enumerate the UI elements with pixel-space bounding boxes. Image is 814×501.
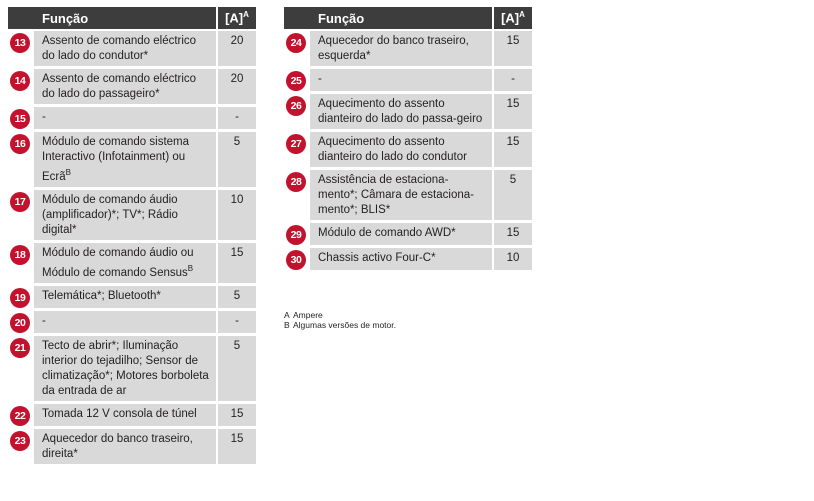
fuse-number-cell: [8, 69, 34, 107]
fuse-function: [34, 69, 216, 107]
fuse-function-text: Módulo de comando áudio ou Módulo de comando Sensus: [42, 246, 194, 279]
fuse-number-badge: 29: [286, 225, 306, 245]
fuse-number-cell: [8, 190, 34, 243]
fuse-amperage: 5: [216, 286, 256, 311]
amp-footnote-mark: A: [243, 10, 249, 20]
fuse-number-cell: [284, 132, 310, 170]
fuse-function: [310, 170, 492, 223]
fuse-amperage: 20: [216, 31, 256, 69]
table-header: [8, 7, 256, 31]
fuse-amperage: 5: [216, 336, 256, 404]
fuse-number-cell: [284, 69, 310, 94]
fuse-function: [310, 69, 492, 94]
fuse-rows-left: [8, 31, 256, 467]
fuse-number-badge: 24: [286, 33, 306, 53]
fuse-amperage: 5: [216, 132, 256, 190]
fuse-function-text: Chassis activo Four-C*: [318, 252, 436, 264]
header-function: Função: [310, 7, 492, 31]
fuse-row-19: [8, 286, 256, 311]
fuse-number-cell: [8, 311, 34, 336]
footnote-mark: B: [284, 320, 290, 330]
fuse-amperage: -: [492, 69, 532, 94]
fuse-number-badge: 17: [10, 192, 30, 212]
amp-label: [A]: [501, 10, 520, 26]
fuse-number-cell: [284, 248, 310, 273]
fuse-row-21: [8, 336, 256, 404]
fuse-rows-right: [284, 31, 532, 273]
fuse-row-23: [8, 429, 256, 467]
fuse-row-14: [8, 69, 256, 107]
fuse-number-badge: 28: [286, 172, 306, 192]
fuse-amperage: -: [216, 311, 256, 336]
fuse-function: [34, 429, 216, 467]
footnote-ref: B: [65, 168, 71, 177]
fuse-function: [34, 31, 216, 69]
fuse-number-cell: [284, 170, 310, 223]
fuse-number-badge: 16: [10, 134, 30, 154]
fuse-function-text: Módulo de comando áudio (amplificador)*; TV*; Rádio digital*: [42, 193, 178, 236]
fuse-function-text: Módulo de comando AWD*: [318, 227, 456, 239]
fuse-number-badge: 20: [10, 313, 30, 333]
header-function: Função: [34, 7, 216, 31]
fuse-amperage: 5: [492, 170, 532, 223]
fuse-function-text: -: [42, 314, 46, 327]
fuse-amperage: 20: [216, 69, 256, 107]
fuse-function: [34, 107, 216, 132]
fuse-amperage: 15: [492, 132, 532, 170]
fuse-function: [34, 243, 216, 286]
fuse-number-badge: 14: [10, 71, 30, 91]
fuse-row-16: [8, 132, 256, 190]
fuse-function-text: Aquecimento do assento dianteiro do lado do condutor: [318, 136, 467, 163]
footnote: [284, 310, 396, 320]
fuse-amperage: 10: [492, 248, 532, 273]
fuse-row-26: [284, 94, 532, 132]
fuse-row-22: [8, 404, 256, 429]
fuse-function-text: -: [318, 73, 322, 85]
fuse-row-30: [284, 248, 532, 273]
header-amp: [216, 7, 256, 31]
header-num-cell: [284, 7, 310, 31]
fuse-function-text: Aquecedor do banco traseiro, esquerda*: [318, 35, 469, 62]
fuse-function-text: Assento de comando eléctrico do lado do condutor*: [42, 35, 197, 62]
fuse-row-17: [8, 190, 256, 243]
fuse-function-text: Aquecimento do assento dianteiro do lado do passa-geiro: [318, 98, 483, 125]
fuse-number-cell: [284, 94, 310, 132]
footnote-text: Algumas versões de motor.: [293, 320, 396, 330]
fuse-number-badge: 21: [10, 338, 30, 358]
fuse-function: [34, 336, 216, 404]
fuse-function-text: Tomada 12 V consola de túnel: [42, 407, 197, 420]
fuse-amperage: 15: [216, 404, 256, 429]
fuse-number-badge: 27: [286, 134, 306, 154]
fuse-row-27: [284, 132, 532, 170]
fuse-function-text: Assento de comando eléctrico do lado do passageiro*: [42, 73, 197, 100]
fuse-number-badge: 30: [286, 250, 306, 270]
fuse-function: [34, 132, 216, 190]
fuse-function: [34, 311, 216, 336]
footnote-mark: A: [284, 310, 290, 320]
fuse-number-badge: 13: [10, 33, 30, 53]
fuse-function-text: Aquecedor do banco traseiro, direita*: [42, 432, 193, 460]
fuse-amperage: -: [216, 107, 256, 132]
fuse-number-badge: 22: [10, 406, 30, 426]
fuse-number-cell: [8, 31, 34, 69]
fuse-function: [34, 404, 216, 429]
table-header: [284, 7, 532, 31]
fuse-amperage: 15: [216, 429, 256, 467]
fuse-amperage: 15: [492, 223, 532, 248]
fuse-function-text: Tecto de abrir*; Iluminação interior do tejadilho; Sensor de climatização*; Motores borboleta da entrada de ar: [42, 339, 209, 397]
amp-footnote-mark: A: [519, 10, 525, 20]
footnote-ref: B: [187, 263, 194, 273]
fuse-number-badge: 23: [10, 431, 30, 451]
fuse-number-badge: 18: [10, 245, 30, 265]
fuse-row-20: [8, 311, 256, 336]
fuse-number-cell: [284, 223, 310, 248]
fuse-function-text: -: [42, 111, 46, 123]
fuse-row-29: [284, 223, 532, 248]
fuse-table-right: [284, 7, 532, 273]
fuse-row-24: [284, 31, 532, 69]
fuse-function: [310, 248, 492, 273]
footnotes: [284, 310, 396, 330]
fuse-function: [310, 94, 492, 132]
fuse-number-cell: [8, 132, 34, 190]
fuse-row-18: [8, 243, 256, 286]
fuse-function: [310, 31, 492, 69]
fuse-amperage: 15: [492, 94, 532, 132]
fuse-number-badge: 26: [286, 96, 306, 116]
fuse-row-25: [284, 69, 532, 94]
fuse-number-cell: [8, 107, 34, 132]
fuse-function: [310, 223, 492, 248]
fuse-table-left: [8, 7, 256, 467]
fuse-amperage: 15: [216, 243, 256, 286]
footnote-text: Ampere: [293, 310, 323, 320]
amp-label: [A]: [225, 10, 244, 26]
fuse-number-cell: [8, 286, 34, 311]
fuse-amperage: 15: [492, 31, 532, 69]
fuse-number-badge: 15: [10, 109, 30, 129]
fuse-row-13: [8, 31, 256, 69]
footnote: [284, 320, 396, 330]
fuse-number-badge: 19: [10, 288, 30, 308]
fuse-function: [34, 286, 216, 311]
fuse-row-28: [284, 170, 532, 223]
fuse-number-cell: [8, 429, 34, 467]
header-amp: [492, 7, 532, 31]
fuse-number-cell: [8, 404, 34, 429]
fuse-number-badge: 25: [286, 71, 306, 91]
fuse-function-text: Telemática*; Bluetooth*: [42, 289, 161, 302]
header-num-cell: [8, 7, 34, 31]
fuse-function-text: Módulo de comando sistema Interactivo (Infotainment) ou Ecrã: [42, 136, 190, 183]
fuse-function: [34, 190, 216, 243]
fuse-function-text: Assistência de estaciona-mento*; Câmara de estaciona-mento*; BLIS*: [318, 174, 474, 216]
fuse-function: [310, 132, 492, 170]
fuse-number-cell: [284, 31, 310, 69]
fuse-number-cell: [8, 243, 34, 286]
fuse-number-cell: [8, 336, 34, 404]
fuse-row-15: [8, 107, 256, 132]
fuse-amperage: 10: [216, 190, 256, 243]
